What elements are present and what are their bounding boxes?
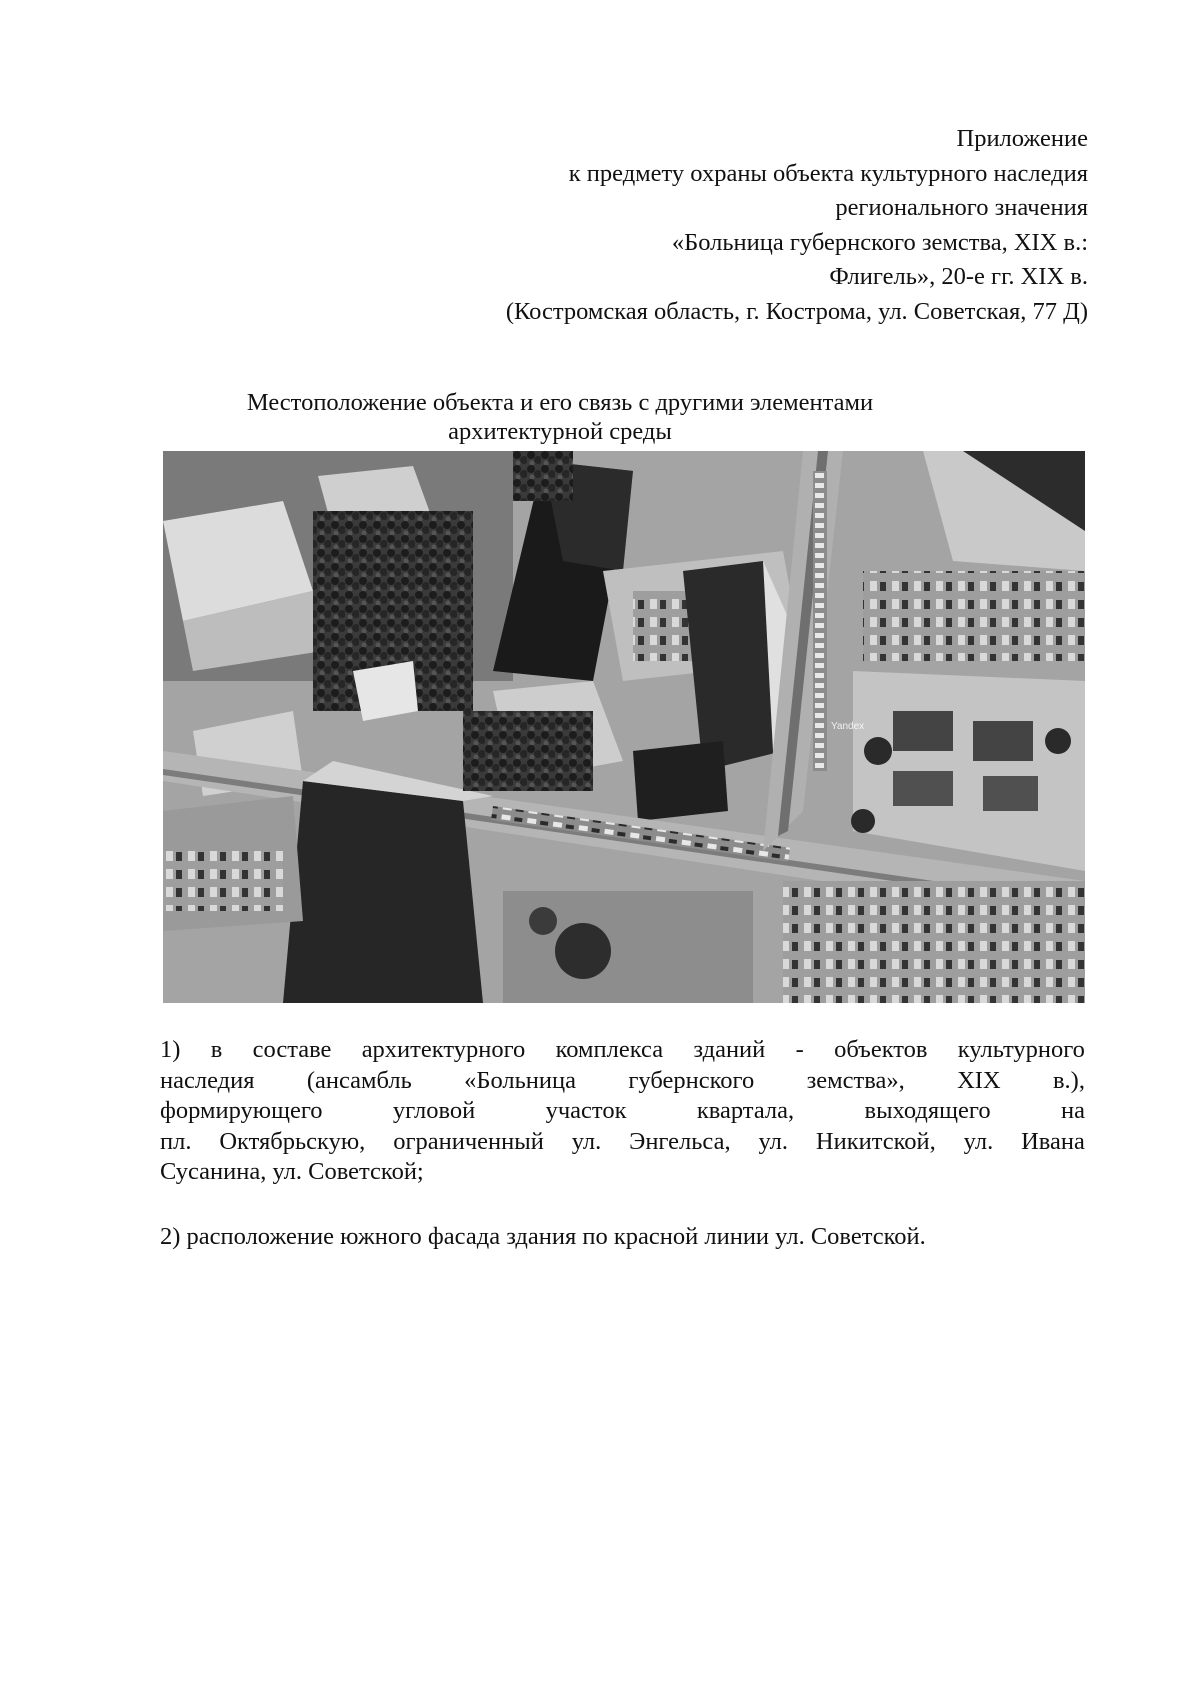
word: на (1060, 1097, 1085, 1124)
annex-line: Приложение (956, 125, 1088, 152)
word: ул. (571, 1127, 602, 1155)
section-title (160, 388, 960, 446)
word: - (795, 1036, 804, 1063)
section-title-line: архитектурной среды (448, 418, 672, 445)
annex-line: к предмету охраны объекта культурного наследия (568, 159, 1088, 187)
word: объектов (834, 1036, 928, 1063)
word: угловой (392, 1097, 476, 1124)
aerial-photo (163, 451, 1085, 1003)
word: XIX (957, 1066, 1001, 1094)
word: в.), (1052, 1066, 1085, 1094)
word: участок (545, 1097, 627, 1124)
word: Ивана (1021, 1127, 1085, 1155)
word: зданий (693, 1036, 766, 1063)
word: архитектурного (361, 1036, 526, 1063)
paragraph-1-line-2 (160, 1066, 1085, 1097)
satellite-map-image (163, 451, 1085, 1003)
paragraph-1-line-3 (160, 1096, 1085, 1127)
word: наследия (160, 1066, 255, 1094)
word: Энгельса, (629, 1127, 731, 1155)
word: ограниченный (393, 1127, 544, 1155)
word: (ансамбль (306, 1066, 412, 1094)
word: «Больница (464, 1066, 577, 1094)
word: ул. (963, 1127, 994, 1155)
annex-line: регионального значения (835, 194, 1088, 221)
word: комплекса (555, 1036, 664, 1063)
body-text (160, 1035, 1085, 1252)
paragraph-1-line-5: Сусанина, ул. Советской; (160, 1158, 424, 1185)
section-title-line: Местоположение объекта и его связь с другими элементами (246, 389, 874, 416)
annex-line: Флигель», 20-е гг. XIX в. (829, 263, 1088, 290)
annex-line: (Костромская область, г. Кострома, ул. Советская, 77 Д) (505, 297, 1088, 325)
map-watermark: Yandex (831, 721, 865, 732)
word: квартала, (696, 1097, 795, 1124)
word: Никитской, (815, 1127, 936, 1155)
word: культурного (957, 1036, 1085, 1063)
word: земства», (806, 1066, 905, 1094)
word: 1) (160, 1036, 181, 1063)
word: ул. (758, 1127, 789, 1155)
word: губернского (628, 1066, 755, 1094)
word: Октябрьскую, (219, 1127, 366, 1155)
annex-line: «Больница губернского земства, XIX в.: (671, 228, 1088, 256)
paragraph-2: 2) расположение южного фасада здания по красной линии ул. Советской. (160, 1222, 926, 1250)
word: пл. (160, 1127, 192, 1155)
annex-header (288, 122, 1088, 329)
word: составе (252, 1036, 332, 1063)
word: формирующего (160, 1097, 323, 1124)
word: в (210, 1036, 223, 1063)
paragraph-1-line-4 (160, 1127, 1085, 1158)
paragraph-1-line-1 (160, 1035, 1085, 1066)
word: выходящего (864, 1097, 991, 1124)
